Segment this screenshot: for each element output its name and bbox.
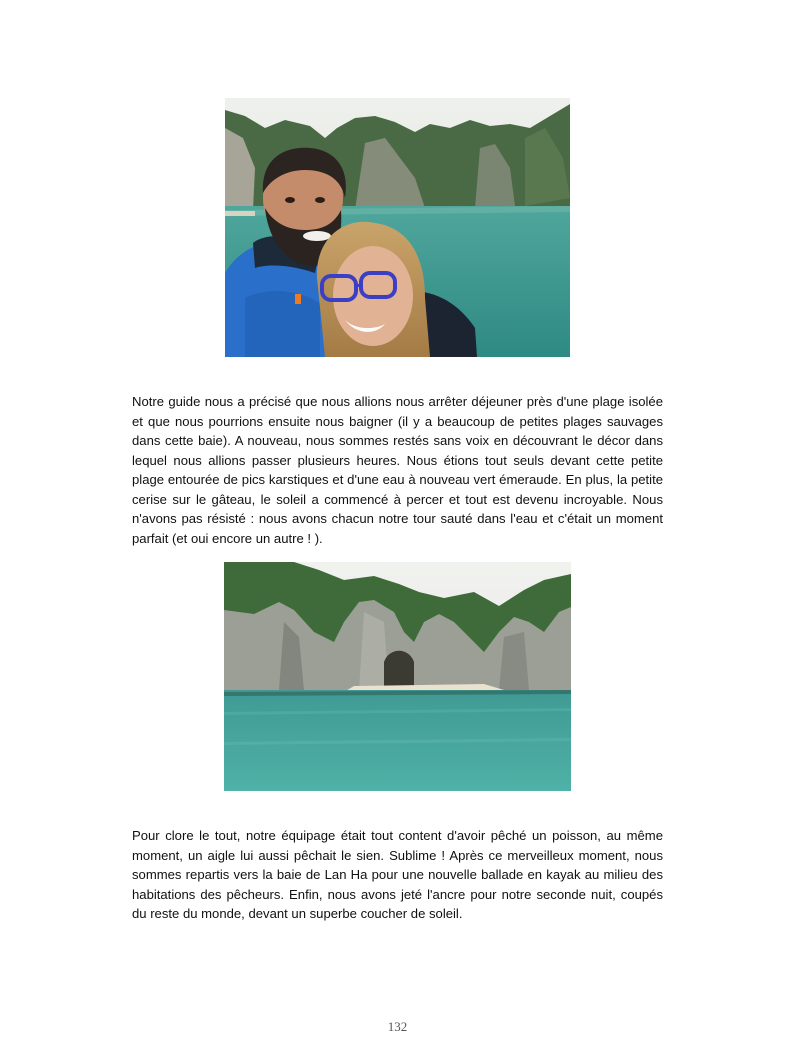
page-number: 132	[387, 1019, 408, 1034]
paragraph-lunch-beach: Notre guide nous a précisé que nous allions nous arrêter déjeuner près d'une plage isolée et que nous pourrions ensuite nous baigner (il y a beaucoup de petites plages sauvages dans cette baie). A nouveau, nous sommes restés sans voix en découvrant le décor dans lequel nous allions passer plusieurs heures. Nous étions tout seuls devant cette petite plage entourée de pics karstiques et d'une eau à nouveau vert émeraude. En plus, la petite cerise sur le gâteau, le soleil a commencé à percer et tout est devenu incroyable. Nous n'avons pas résisté : nous avons chacun notre tour sauté dans l'eau et c'était un moment parfait (et oui encore un autre ! ).	[132, 394, 663, 546]
couple-selfie-photo	[225, 98, 570, 357]
karst-cove-beach-photo	[224, 562, 571, 791]
paragraph-eagle-kayak: Pour clore le tout, notre équipage était tout content d'avoir pêché un poisson, au même moment, un aigle lui aussi pêchait le sien. Sublime ! Après ce merveilleux moment, nous sommes repartis vers la baie de Lan Ha pour une nouvelle ballade en kayak au milieu des habitations des pêcheurs. Enfin, nous avons jeté l'ancre pour notre seconde nuit, coupés du reste du monde, devant un superbe coucher de soleil.	[132, 828, 663, 921]
